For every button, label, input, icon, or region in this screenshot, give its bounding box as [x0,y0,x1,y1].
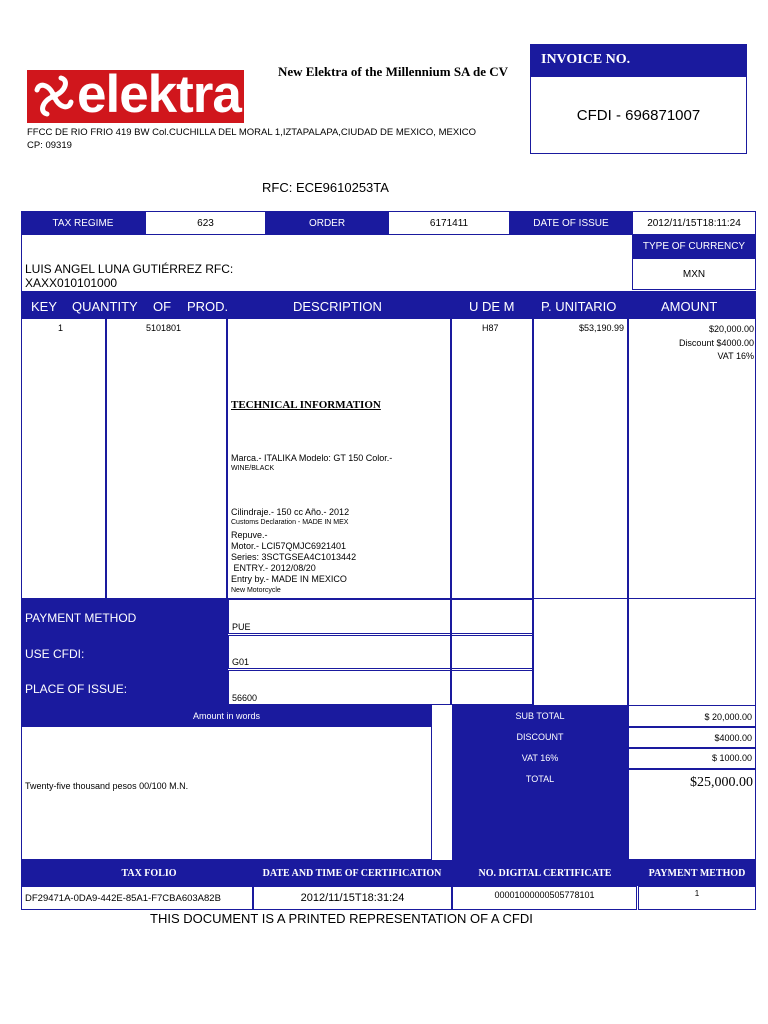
amount-in-words-label: Amount in words [21,705,432,726]
invoice-number: CFDI - 696871007 [530,76,747,154]
subtotal-value: $ 20,000.00 [704,712,752,722]
place-of-issue-label: PLACE OF ISSUE: [25,682,128,696]
entry-by-line: Entry by.- MADE IN MEXICO [231,574,347,584]
color-line: WINE/BLACK [231,465,275,472]
column-key: KEY [31,299,58,314]
use-cfdi-cell [228,635,533,669]
date-of-issue-value: 2012/11/15T18:11:24 [632,211,756,235]
footer-payment-method-label: PAYMENT METHOD [648,867,746,879]
brand-model-line: Marca.- ITALIKA Modelo: GT 150 Color.- [231,453,393,463]
amount-in-words: Twenty-five thousand pesos 00/100 M.N. [25,781,189,791]
total-label: TOTAL [525,774,555,784]
company-rfc: RFC: ECE9610253TA [262,180,389,195]
totals-labels [452,705,628,860]
column-unit: U DE M [469,299,515,314]
place-of-issue-cell [228,670,533,705]
customer-name-line: LUIS ANGEL LUNA GUTIÉRREZ RFC: [25,262,234,276]
footer-payment-method-value: 1 [638,886,756,910]
certification-header [21,860,756,886]
logo-wordmark: elektra [77,70,241,123]
elektra-swirl-logo-icon [29,70,79,123]
item-unit-price: $53,190.99 [578,323,624,333]
column-prod: PROD. [187,299,229,314]
total-value: $25,000.00 [690,775,753,790]
vat-value: $ 1000.00 [711,753,752,763]
cfdi-notice: THIS DOCUMENT IS A PRINTED REPRESENTATION OF A CFDI [150,911,533,926]
tax-folio-value: DF29471A-0DA9-442E-85A1-F7CBA603A82B [21,886,253,910]
elektra-logo [27,70,244,123]
company-address [27,127,517,152]
tax-regime-label: TAX REGIME [21,211,145,235]
vat-label: VAT 16% [521,752,559,763]
item-discount: Discount $4000.00 [678,337,754,348]
series-line: Series: 3SCTGSEA4C1013442 [231,552,357,562]
customer-rfc: XAXX010101000 [25,276,118,290]
customer-name [25,262,325,290]
company-name: New Elektra of the Millennium SA de CV [277,64,509,79]
column-amount: AMOUNT [661,299,718,314]
currency-type-value: MXN [632,258,756,290]
motor-line: Motor.- LCI57QMJC6921401 [231,541,347,551]
column-description: DESCRIPTION [293,299,382,314]
items-column-header [21,291,756,319]
amount-in-words-box [21,726,432,860]
item-vat: VAT 16% [717,351,754,361]
item-key: 1 [58,323,64,333]
invoice-number-header: INVOICE NO. [530,44,747,76]
amount-column-continuation [628,599,756,705]
item-amount-block [630,323,754,364]
column-quantity: QUANTITY [72,299,138,314]
postal-code: CP: 09319 [27,139,72,151]
date-of-issue-label: DATE OF ISSUE [510,211,632,235]
place-of-issue-value: 56600 [232,693,258,703]
use-cfdi-label: USE CFDI: [25,647,85,661]
entry-date-line: ENTRY.- 2012/08/20 [231,563,316,573]
payment-method-label: PAYMENT METHOD [25,611,137,625]
digital-certificate-value: 00001000000505778101 [452,886,637,910]
tax-regime-value: 623 [145,211,266,235]
use-cfdi-value: G01 [232,657,250,667]
address-line: FFCC DE RIO FRIO 419 BW Col.CUCHILLA DEL MORAL 1,IZTAPALAPA,CIUDAD DE MEXICO, MEXICO [27,127,477,138]
order-value: 6171411 [388,211,510,235]
item-unit: H87 [482,323,499,333]
payment-method-value: PUE [232,622,251,632]
repuve-line: Repuve.- [231,530,268,540]
item-amount: $20,000.00 [708,324,754,334]
new-motorcycle-line: New Motorcycle [231,587,281,594]
certification-date-value: 2012/11/15T18:31:24 [253,886,452,910]
certification-date-label: DATE AND TIME OF CERTIFICATION [262,867,442,879]
cylinder-year-line: Cilindraje.- 150 cc Año.- 2012 [231,507,350,517]
technical-info-title: TECHNICAL INFORMATION [231,399,381,411]
discount-value: $4000.00 [714,733,752,743]
order-label: ORDER [266,211,388,235]
column-unit-price: P. UNITARIO [541,299,617,314]
customs-line: Customs Declaration - MADE IN MEX [231,519,349,526]
currency-type-label: TYPE OF CURRENCY [632,235,756,258]
tax-folio-label: TAX FOLIO [121,867,177,879]
subtotal-label: SUB TOTAL [515,711,565,721]
payment-labels [21,599,228,705]
item-product-code: 5101801 [146,323,182,333]
digital-certificate-label: NO. DIGITAL CERTIFICATE [478,867,612,879]
payment-method-cell [228,599,533,634]
column-of: OF [153,299,172,314]
discount-label: DISCOUNT [516,732,564,742]
